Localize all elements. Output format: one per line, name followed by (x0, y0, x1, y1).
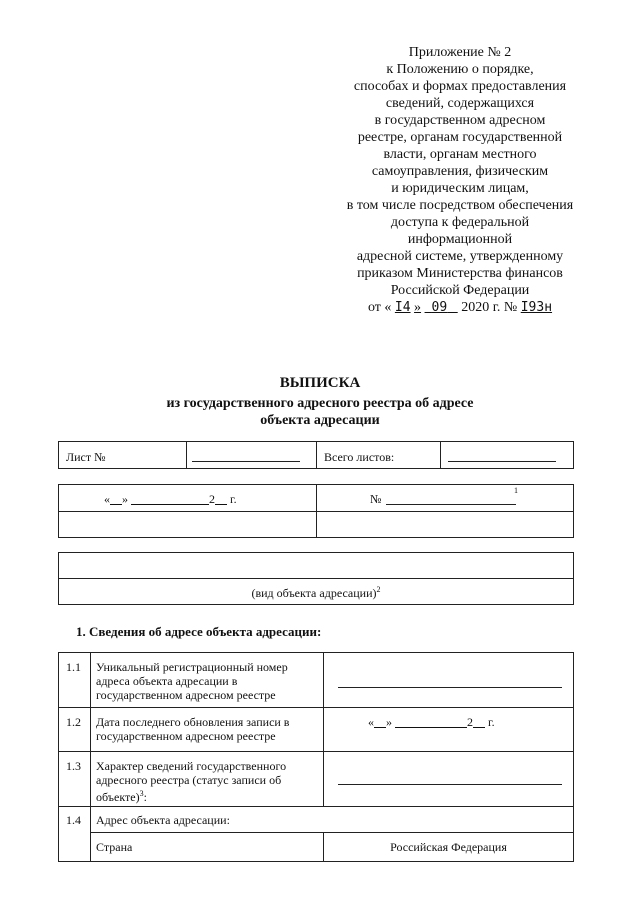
footnote-mark: 1 (514, 486, 518, 495)
date-year-suffix: г. (488, 715, 495, 729)
appendix-line: в том числе посредством обеспечения (346, 198, 574, 213)
footnote-mark: 3 (139, 789, 144, 798)
date-month-field[interactable] (131, 492, 209, 506)
address-table-num-divider (90, 652, 91, 862)
date-day-field[interactable] (110, 492, 122, 506)
row-label-line: Дата последнего обновления записи в (96, 715, 290, 729)
object-type-caption-text: (вид объекта адресации) (251, 586, 377, 600)
registration-number-field[interactable] (338, 687, 562, 688)
document-subtitle-line-2: объекта адресации (260, 413, 380, 428)
row-label-line: Характер сведений государственного (96, 759, 287, 773)
last-update-date (368, 715, 495, 730)
order-date-prefix: от « (367, 300, 392, 315)
extract-number-field[interactable] (386, 504, 516, 505)
section-1-title: 1. Сведения об адресе объекта адресации: (76, 624, 322, 639)
document-title: ВЫПИСКА (279, 375, 361, 391)
record-status-field[interactable] (338, 784, 562, 785)
appendix-line: приказом Министерства финансов (357, 266, 563, 281)
appendix-line: и юридическим лицам, (391, 181, 529, 196)
appendix-line: информационной (407, 232, 513, 247)
order-day: I4 (394, 300, 411, 315)
row-number: 1.3 (66, 759, 81, 773)
appendix-line: сведений, содержащихся (385, 96, 535, 111)
appendix-line: доступа к федеральной (390, 215, 530, 230)
row-label-line: адресного реестра (статус записи об (96, 773, 282, 787)
sheet-table-divider (186, 441, 187, 469)
sheet-table-divider (316, 441, 317, 469)
appendix-line: Приложение № 2 (408, 45, 512, 60)
appendix-line: в государственном адресном (374, 113, 546, 128)
object-type-row-divider (58, 578, 574, 579)
country-label: Страна (96, 840, 133, 854)
appendix-line: к Положению о порядке, (386, 62, 534, 77)
object-type-caption (0, 585, 632, 601)
row-number: 1.2 (66, 715, 81, 729)
appendix-line: Российской Федерации (390, 283, 530, 298)
date-number-row-divider (58, 511, 574, 512)
country-value: Российская Федерация (390, 840, 507, 854)
total-sheets-label: Всего листов: (324, 450, 395, 464)
row-number: 1.1 (66, 660, 81, 674)
row-label-suffix: : (143, 790, 147, 804)
order-month: 09 (431, 300, 448, 315)
row-label (96, 715, 289, 743)
row-label: Адрес объекта адресации: (96, 813, 230, 827)
footnote-mark: 2 (376, 585, 381, 594)
appendix-line: способах и формах предоставления (353, 79, 567, 94)
address-table-row-divider (58, 707, 574, 708)
address-table-value-divider (323, 652, 324, 806)
row-label (96, 660, 288, 702)
extract-number-label: № (370, 492, 382, 506)
sheet-number-label: Лист № (66, 450, 106, 464)
update-month-field[interactable] (395, 715, 467, 729)
address-table-row-divider (58, 806, 574, 807)
appendix-line: реестре, органам государственной (357, 130, 563, 145)
date-close-quote: » (122, 492, 128, 506)
extract-date (104, 492, 237, 507)
order-month-spacer-left (425, 300, 432, 315)
date-close-quote: » (386, 715, 392, 729)
appendix-line: адресной системе, утвержденному (356, 249, 564, 264)
row-label-line (96, 787, 286, 804)
total-sheets-field[interactable] (448, 461, 556, 462)
row-label (96, 759, 286, 804)
order-month-spacer-right (447, 300, 458, 315)
address-table-row-divider (90, 832, 574, 833)
date-year-digit: 2 (209, 492, 215, 506)
date-open-quote: « (104, 492, 110, 506)
update-day-field[interactable] (374, 715, 386, 729)
order-month-sep: » (414, 300, 422, 315)
order-number: I93н (520, 300, 553, 315)
document-subtitle-line-1: из государственного адресного реестра об адресе (166, 396, 474, 411)
row-label-line: государственном адресном реестре (96, 729, 276, 743)
update-year-field[interactable] (473, 715, 485, 729)
appendix-line: власти, органам местного (383, 147, 537, 162)
date-year-digit: 2 (467, 715, 473, 729)
row-label-text: объекте) (96, 790, 140, 804)
row-label-line: адреса объекта адресации в (96, 674, 238, 688)
address-table-row-divider (58, 751, 574, 752)
row-number: 1.4 (66, 813, 81, 827)
date-year-field[interactable] (215, 492, 227, 506)
date-year-suffix: г. (230, 492, 237, 506)
sheet-number-field[interactable] (192, 461, 300, 462)
row-label-line: государственном адресном реестре (96, 688, 276, 702)
appendix-line: самоуправления, физическим (371, 164, 549, 179)
appendix-header (320, 44, 600, 316)
order-date-line (320, 299, 600, 316)
date-open-quote: « (368, 715, 374, 729)
extract-number-footnote (514, 486, 518, 502)
sheet-table-divider (440, 441, 441, 469)
row-label-line: Уникальный регистрационный номер (96, 660, 288, 674)
order-year: 2020 г. № (461, 300, 518, 315)
